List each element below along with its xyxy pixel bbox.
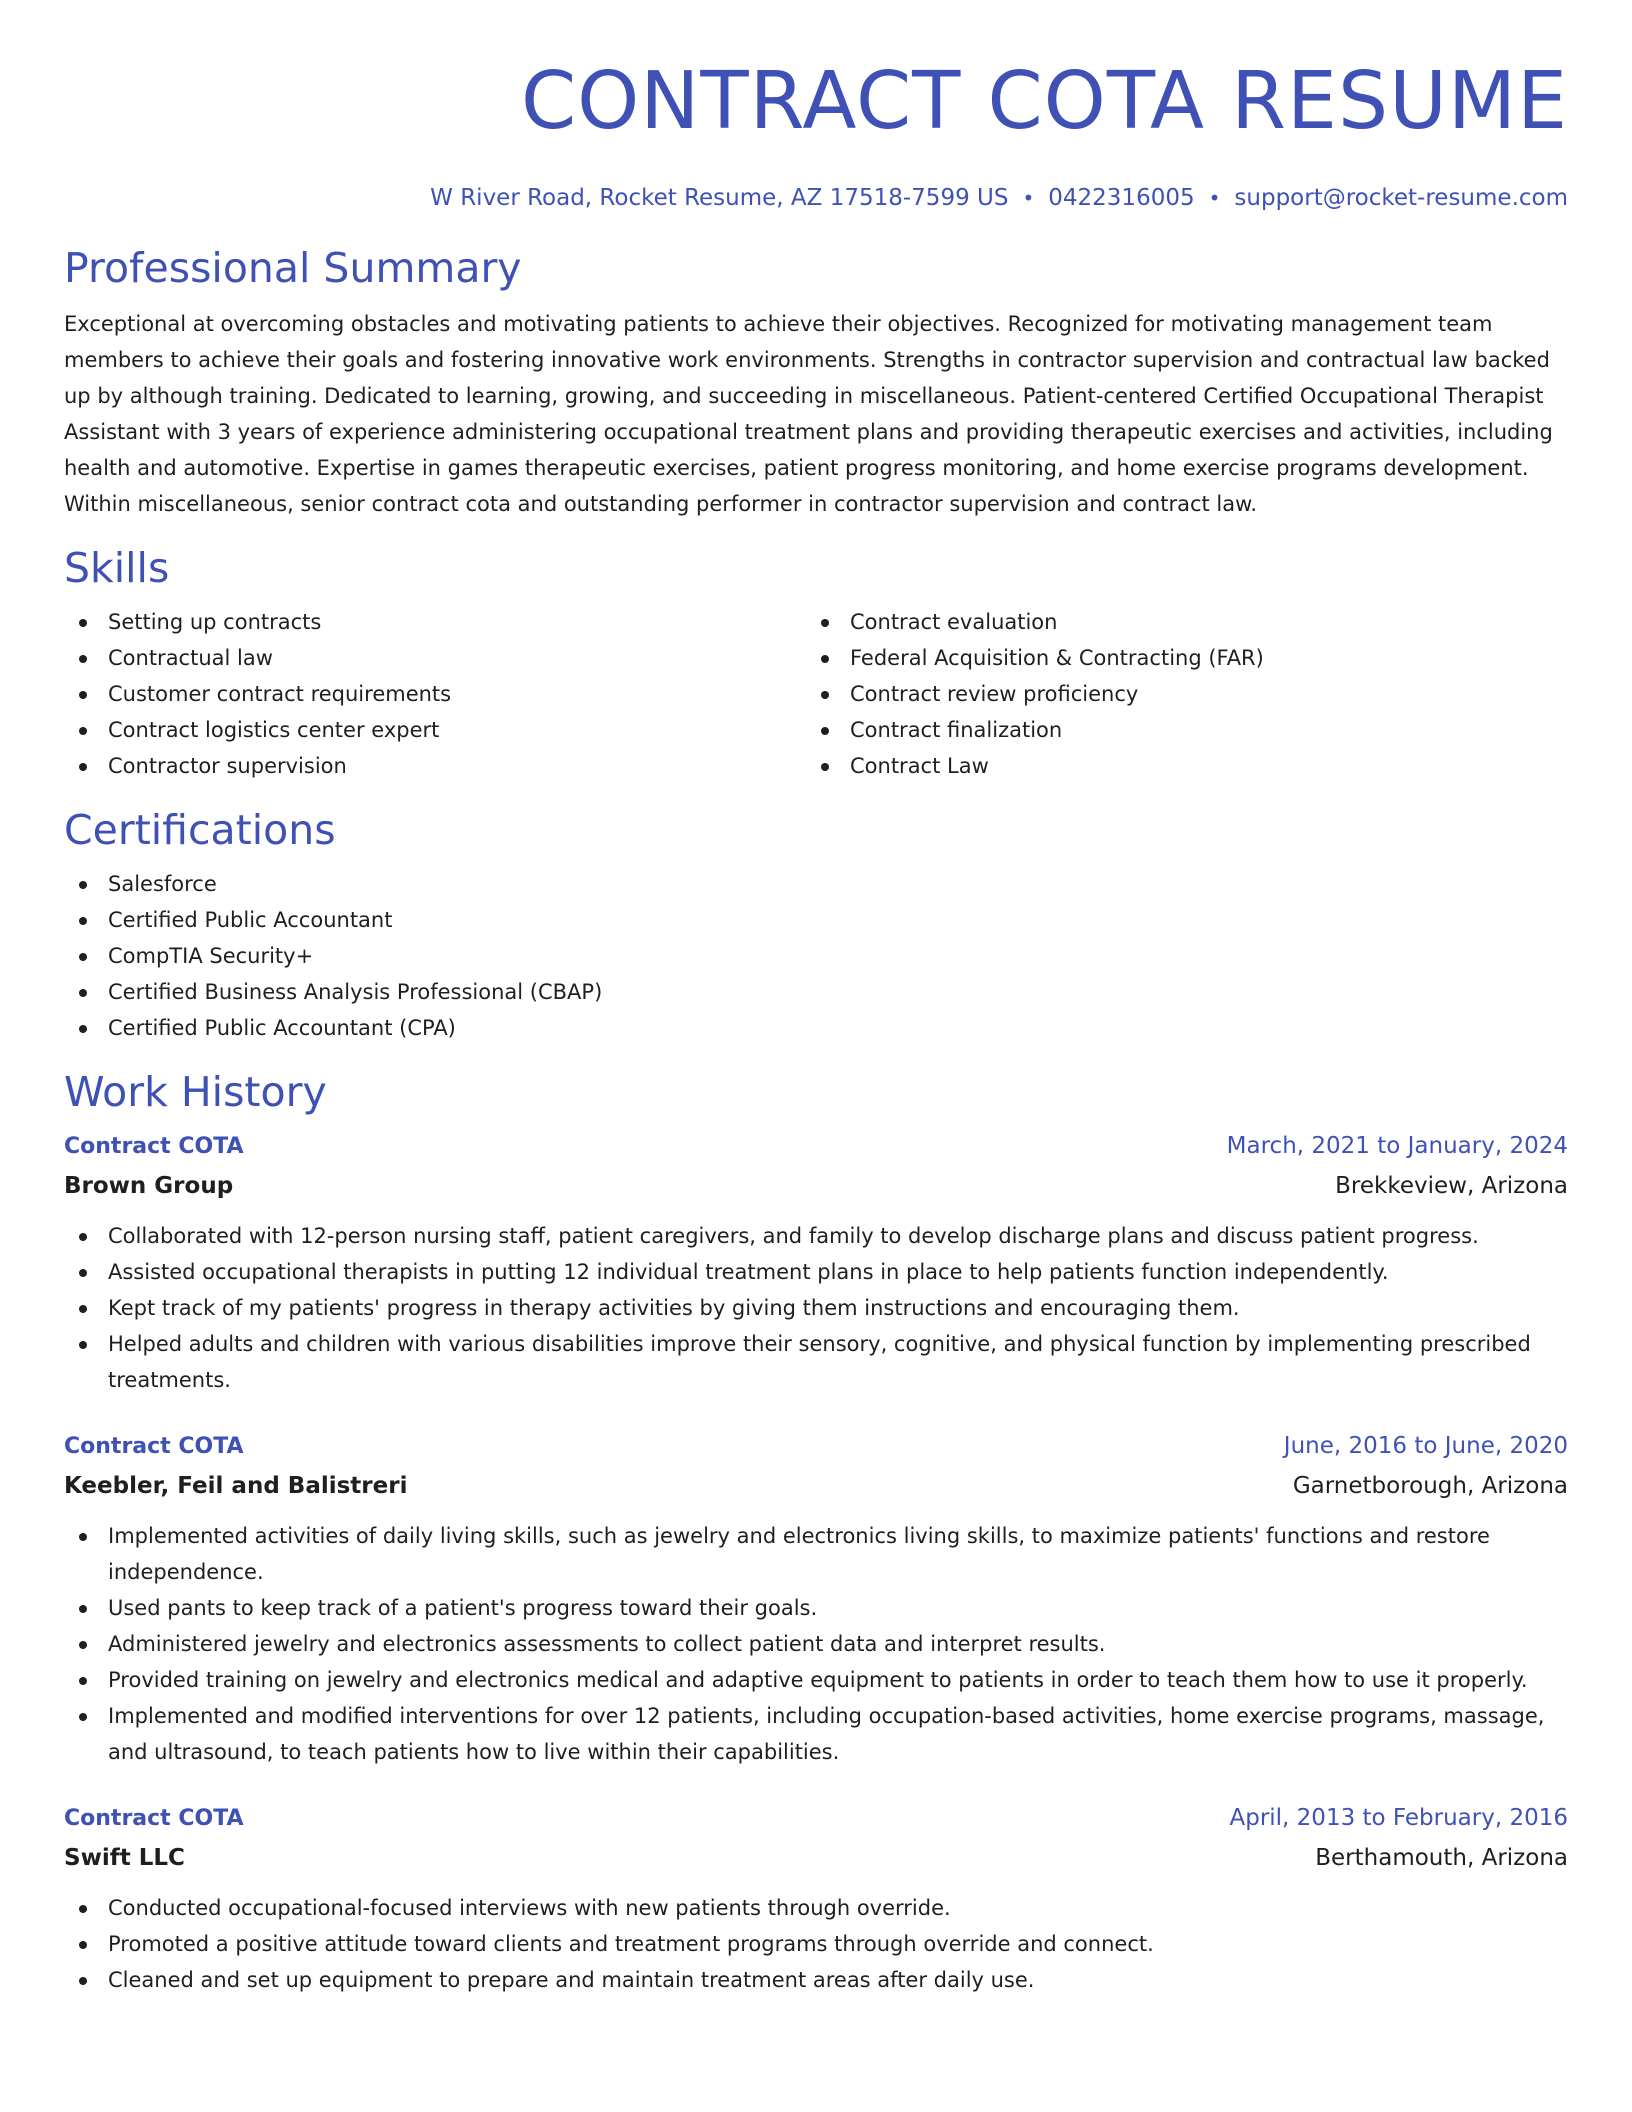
job-bullet: Cleaned and set up equipment to prepare and maintain treatment areas after daily use. (64, 1962, 1568, 1998)
summary-text: Exceptional at overcoming obstacles and motivating patients to achieve their objectives. Recognized for motivating management team members to achieve their goals and fostering innovative work environments. Strengths in contractor supervision and contractual law backed up by although training. Dedicated to learning, growing, and succeeding in miscellaneous. Patient-centered Certified Occupational Therapist Assistant with 3 years of experience administering occupational treatment plans and providing therapeutic exercises and activities, including health and automotive. Expertise in games therapeutic exercises, patient progress monitoring, and home exercise programs development. Within miscellaneous, senior contract cota and outstanding performer in contractor supervision and contract law. (64, 312, 1553, 516)
skills-heading: Skills (64, 544, 170, 592)
certification-item: Certified Business Analysis Professional (CBAP) (64, 974, 1568, 1010)
job-bullet: Helped adults and children with various disabilities improve their sensory, cognitive, and physical function by implementing prescribed treatments. (64, 1326, 1568, 1398)
contact-address: W River Road, Rocket Resume, AZ 17518-7599 US (430, 185, 1009, 211)
skill-item: Contractual law (64, 640, 806, 676)
job-bullet: Provided training on jewelry and electronics medical and adaptive equipment to patients in order to teach them how to use it properly. (64, 1662, 1568, 1698)
skill-item: Contractor supervision (64, 748, 806, 784)
work-history-heading: Work History (64, 1068, 327, 1116)
job-bullet: Conducted occupational-focused interviews with new patients through override. (64, 1890, 1568, 1926)
job-bullet: Administered jewelry and electronics assessments to collect patient data and interpret results. (64, 1626, 1568, 1662)
job-entry (64, 1128, 1568, 1398)
job-entry (64, 1800, 1568, 1998)
certification-item: Certified Public Accountant (64, 902, 1568, 938)
job-bullet: Used pants to keep track of a patient's progress toward their goals. (64, 1590, 1568, 1626)
skill-item: Contract logistics center expert (64, 712, 806, 748)
skill-item: Federal Acquisition & Contracting (FAR) (806, 640, 1548, 676)
job-entry (64, 1428, 1568, 1770)
job-company: Brown Group (64, 1173, 234, 1199)
certifications-section (64, 806, 1568, 1046)
job-bullet: Implemented activities of daily living skills, such as jewelry and electronics living skills, to maximize patients' functions and restore independence. (64, 1518, 1568, 1590)
contact-separator: • (1022, 186, 1035, 210)
resume-title: CONTRACT COTA RESUME (520, 55, 1568, 147)
job-bullet: Implemented and modified interventions for over 12 patients, including occupation-based activities, home exercise programs, massage, and ultrasound, to teach patients how to live within their capabilities. (64, 1698, 1568, 1770)
contact-line (64, 184, 1568, 212)
contact-email[interactable]: support@rocket-resume.com (1234, 185, 1568, 211)
skill-item: Contract review proficiency (806, 676, 1548, 712)
job-dates: June, 2016 to June, 2020 (1283, 1433, 1568, 1459)
job-header (64, 1128, 1568, 1165)
skill-item: Customer contract requirements (64, 676, 806, 712)
skill-item: Setting up contracts (64, 604, 806, 640)
job-header (64, 1800, 1568, 1837)
job-location: Brekkeview, Arizona (1335, 1173, 1568, 1199)
job-location: Berthamouth, Arizona (1315, 1845, 1568, 1871)
job-dates: April, 2013 to February, 2016 (1229, 1805, 1568, 1831)
summary-heading: Professional Summary (64, 244, 522, 292)
job-bullets (64, 1218, 1568, 1398)
job-subheader (64, 1168, 1568, 1204)
job-bullets (64, 1890, 1568, 1998)
contact-phone[interactable]: 0422316005 (1048, 185, 1195, 211)
job-bullets (64, 1518, 1568, 1770)
job-dates: March, 2021 to January, 2024 (1226, 1133, 1568, 1159)
job-bullet: Collaborated with 12-person nursing staff, patient caregivers, and family to develop discharge plans and discuss patient progress. (64, 1218, 1568, 1254)
certification-item: Certified Public Accountant (CPA) (64, 1010, 1568, 1046)
certifications-heading: Certifications (64, 806, 336, 854)
skills-grid (64, 604, 1568, 784)
skills-list-right (806, 604, 1548, 784)
work-history-section (64, 1068, 1568, 1998)
job-location: Garnetborough, Arizona (1292, 1473, 1568, 1499)
job-subheader (64, 1840, 1568, 1876)
skill-item: Contract evaluation (806, 604, 1548, 640)
certifications-list (64, 866, 1568, 1046)
job-subheader (64, 1468, 1568, 1504)
job-title: Contract COTA (64, 1434, 244, 1459)
skills-list-left (64, 604, 806, 784)
job-bullet: Promoted a positive attitude toward clients and treatment programs through override and connect. (64, 1926, 1568, 1962)
summary-section (64, 244, 1568, 522)
certification-item: CompTIA Security+ (64, 938, 1568, 974)
job-bullet: Assisted occupational therapists in putting 12 individual treatment plans in place to help patients function independently. (64, 1254, 1568, 1290)
job-header (64, 1428, 1568, 1465)
skills-section (64, 544, 1568, 784)
job-title: Contract COTA (64, 1134, 244, 1159)
certification-item: Salesforce (64, 866, 1568, 902)
job-bullet: Kept track of my patients' progress in therapy activities by giving them instructions and encouraging them. (64, 1290, 1568, 1326)
job-company: Keebler, Feil and Balistreri (64, 1473, 408, 1499)
skill-item: Contract finalization (806, 712, 1548, 748)
skill-item: Contract Law (806, 748, 1548, 784)
contact-separator: • (1208, 186, 1221, 210)
job-title: Contract COTA (64, 1806, 244, 1831)
job-company: Swift LLC (64, 1845, 185, 1871)
